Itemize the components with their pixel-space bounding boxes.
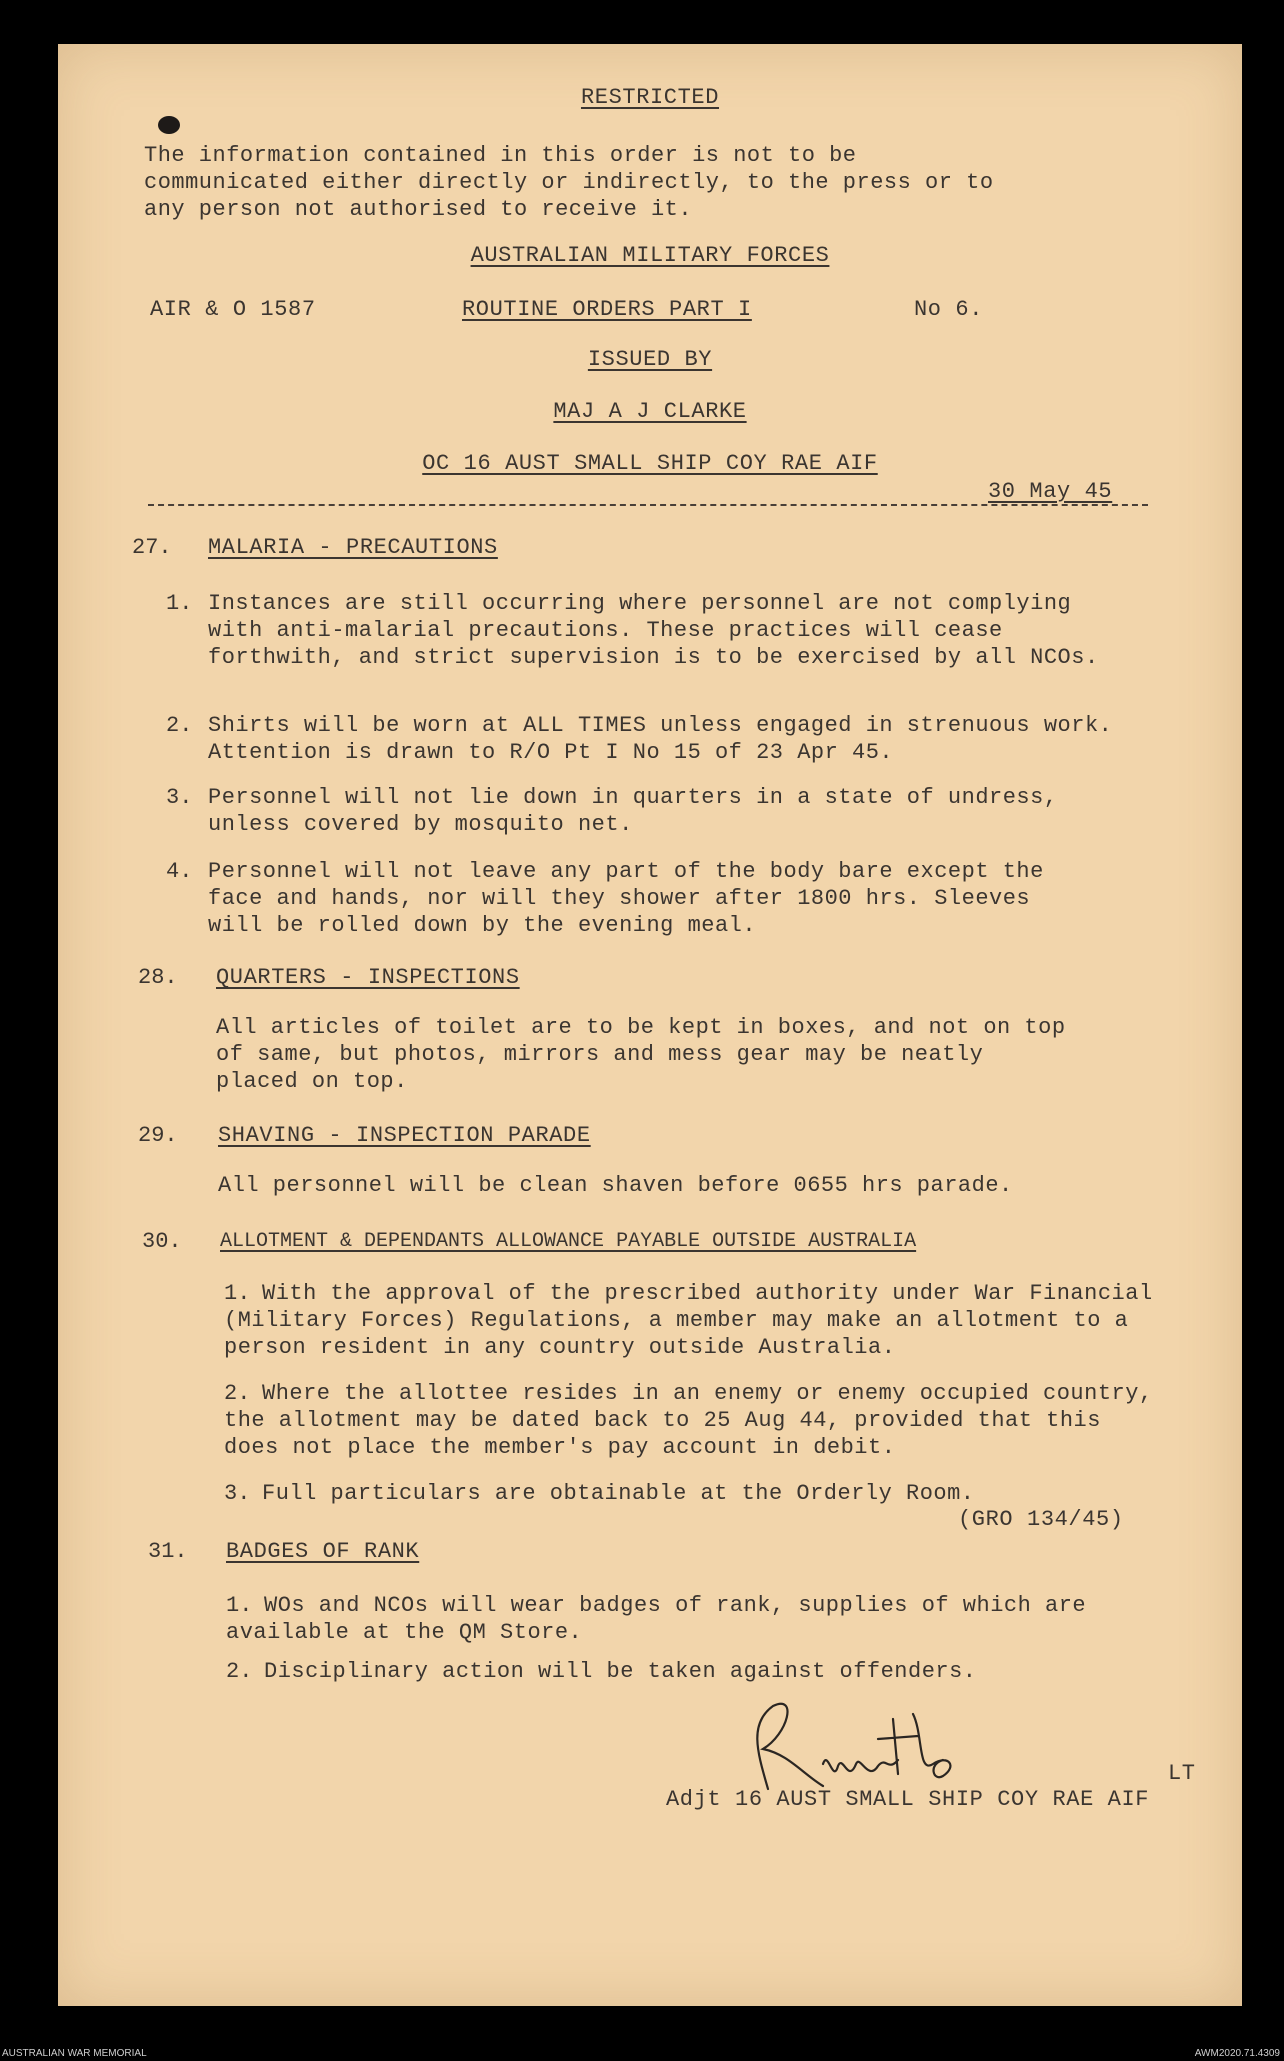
item-number: 2. bbox=[166, 713, 193, 738]
section-number: 29. bbox=[138, 1123, 178, 1148]
section-title: MALARIA - PRECAUTIONS bbox=[208, 535, 498, 560]
security-notice: The information contained in this order is not to be communicated either directly or indirectly, to the press or to any person not authorised to receive it. bbox=[144, 143, 994, 222]
section-title: QUARTERS - INSPECTIONS bbox=[216, 965, 520, 990]
section-body: All personnel will be clean shaven before 0655 hrs parade. bbox=[218, 1173, 1013, 1198]
document-page bbox=[58, 44, 1242, 2006]
item-number: 2. bbox=[226, 1659, 253, 1684]
item-number: 1. bbox=[224, 1281, 251, 1306]
item-text: Disciplinary action will be taken against offenders. bbox=[264, 1659, 977, 1684]
item-text: With the approval of the prescribed authority under War Financial (Military Forces) Regulations, a member may make an allotment to a person resident in any country outside Australia. bbox=[224, 1281, 1153, 1360]
forces-heading: AUSTRALIAN MILITARY FORCES bbox=[470, 243, 830, 268]
section-title: ALLOTMENT & DEPENDANTS ALLOWANCE PAYABLE OUTSIDE AUSTRALIA bbox=[220, 1230, 917, 1253]
signatory-rank: LT bbox=[1168, 1761, 1196, 1786]
section-body: All articles of toilet are to be kept in boxes, and not on top of same, but photos, mirrors and mess gear may be neatly placed on top. bbox=[216, 1015, 1066, 1094]
restricted-heading: RESTRICTED bbox=[580, 85, 720, 110]
archive-name: AUSTRALIAN WAR MEMORIAL bbox=[2, 2048, 147, 2059]
archive-footer bbox=[0, 2048, 1284, 2061]
reference-number: AIR & O 1587 bbox=[150, 297, 316, 322]
issued-by-label: ISSUED BY bbox=[587, 347, 713, 372]
regulation-reference: (GRO 134/45) bbox=[958, 1507, 1124, 1532]
section-number: 27. bbox=[132, 535, 172, 560]
item-text: Full particulars are obtainable at the Orderly Room. bbox=[262, 1481, 975, 1506]
item-number: 1. bbox=[166, 591, 193, 616]
section-title: SHAVING - INSPECTION PARADE bbox=[218, 1123, 591, 1148]
item-text: Shirts will be worn at ALL TIMES unless engaged in strenuous work. Attention is drawn to R/O Pt I No 15 of 23 Apr 45. bbox=[208, 713, 1113, 765]
item-text: Instances are still occurring where personnel are not complying with anti-malarial precautions. These practices will cease forthwith, and strict supervision is to be exercised by all NCOs. bbox=[208, 591, 1099, 670]
section-title: BADGES OF RANK bbox=[226, 1539, 420, 1564]
archive-id: AWM2020.71.4309 bbox=[1194, 2048, 1280, 2059]
item-number: 2. bbox=[224, 1381, 251, 1406]
item-number: 3. bbox=[166, 785, 193, 810]
separator-line bbox=[148, 504, 1148, 506]
section-number: 31. bbox=[148, 1539, 188, 1564]
item-number: 4. bbox=[166, 859, 193, 884]
item-number: 1. bbox=[226, 1593, 253, 1618]
item-text: WOs and NCOs will wear badges of rank, supplies of which are available at the QM Store. bbox=[226, 1593, 1087, 1645]
order-number: No 6. bbox=[914, 297, 984, 322]
issuing-officer: MAJ A J CLARKE bbox=[553, 399, 747, 424]
item-number: 3. bbox=[224, 1481, 251, 1506]
item-text: Where the allottee resides in an enemy or enemy occupied country, the allotment may be dated back to 25 Aug 44, provided that this does not place the member's pay account in debit. bbox=[224, 1381, 1153, 1460]
signatory-title: Adjt 16 AUST SMALL SHIP COY RAE AIF bbox=[666, 1787, 1150, 1812]
section-number: 30. bbox=[142, 1229, 182, 1254]
issue-date: 30 May 45 bbox=[988, 479, 1113, 504]
item-text: Personnel will not leave any part of the body bare except the face and hands, nor will they shower after 1800 hrs. Sleeves will be rolled down by the evening meal. bbox=[208, 859, 1044, 938]
routine-orders-heading: ROUTINE ORDERS PART I bbox=[462, 297, 752, 322]
item-text: Personnel will not lie down in quarters in a state of undress, unless covered by mosquito net. bbox=[208, 785, 1058, 837]
ink-blot bbox=[158, 116, 180, 134]
section-number: 28. bbox=[138, 965, 178, 990]
issuing-unit: OC 16 AUST SMALL SHIP COY RAE AIF bbox=[422, 451, 878, 476]
